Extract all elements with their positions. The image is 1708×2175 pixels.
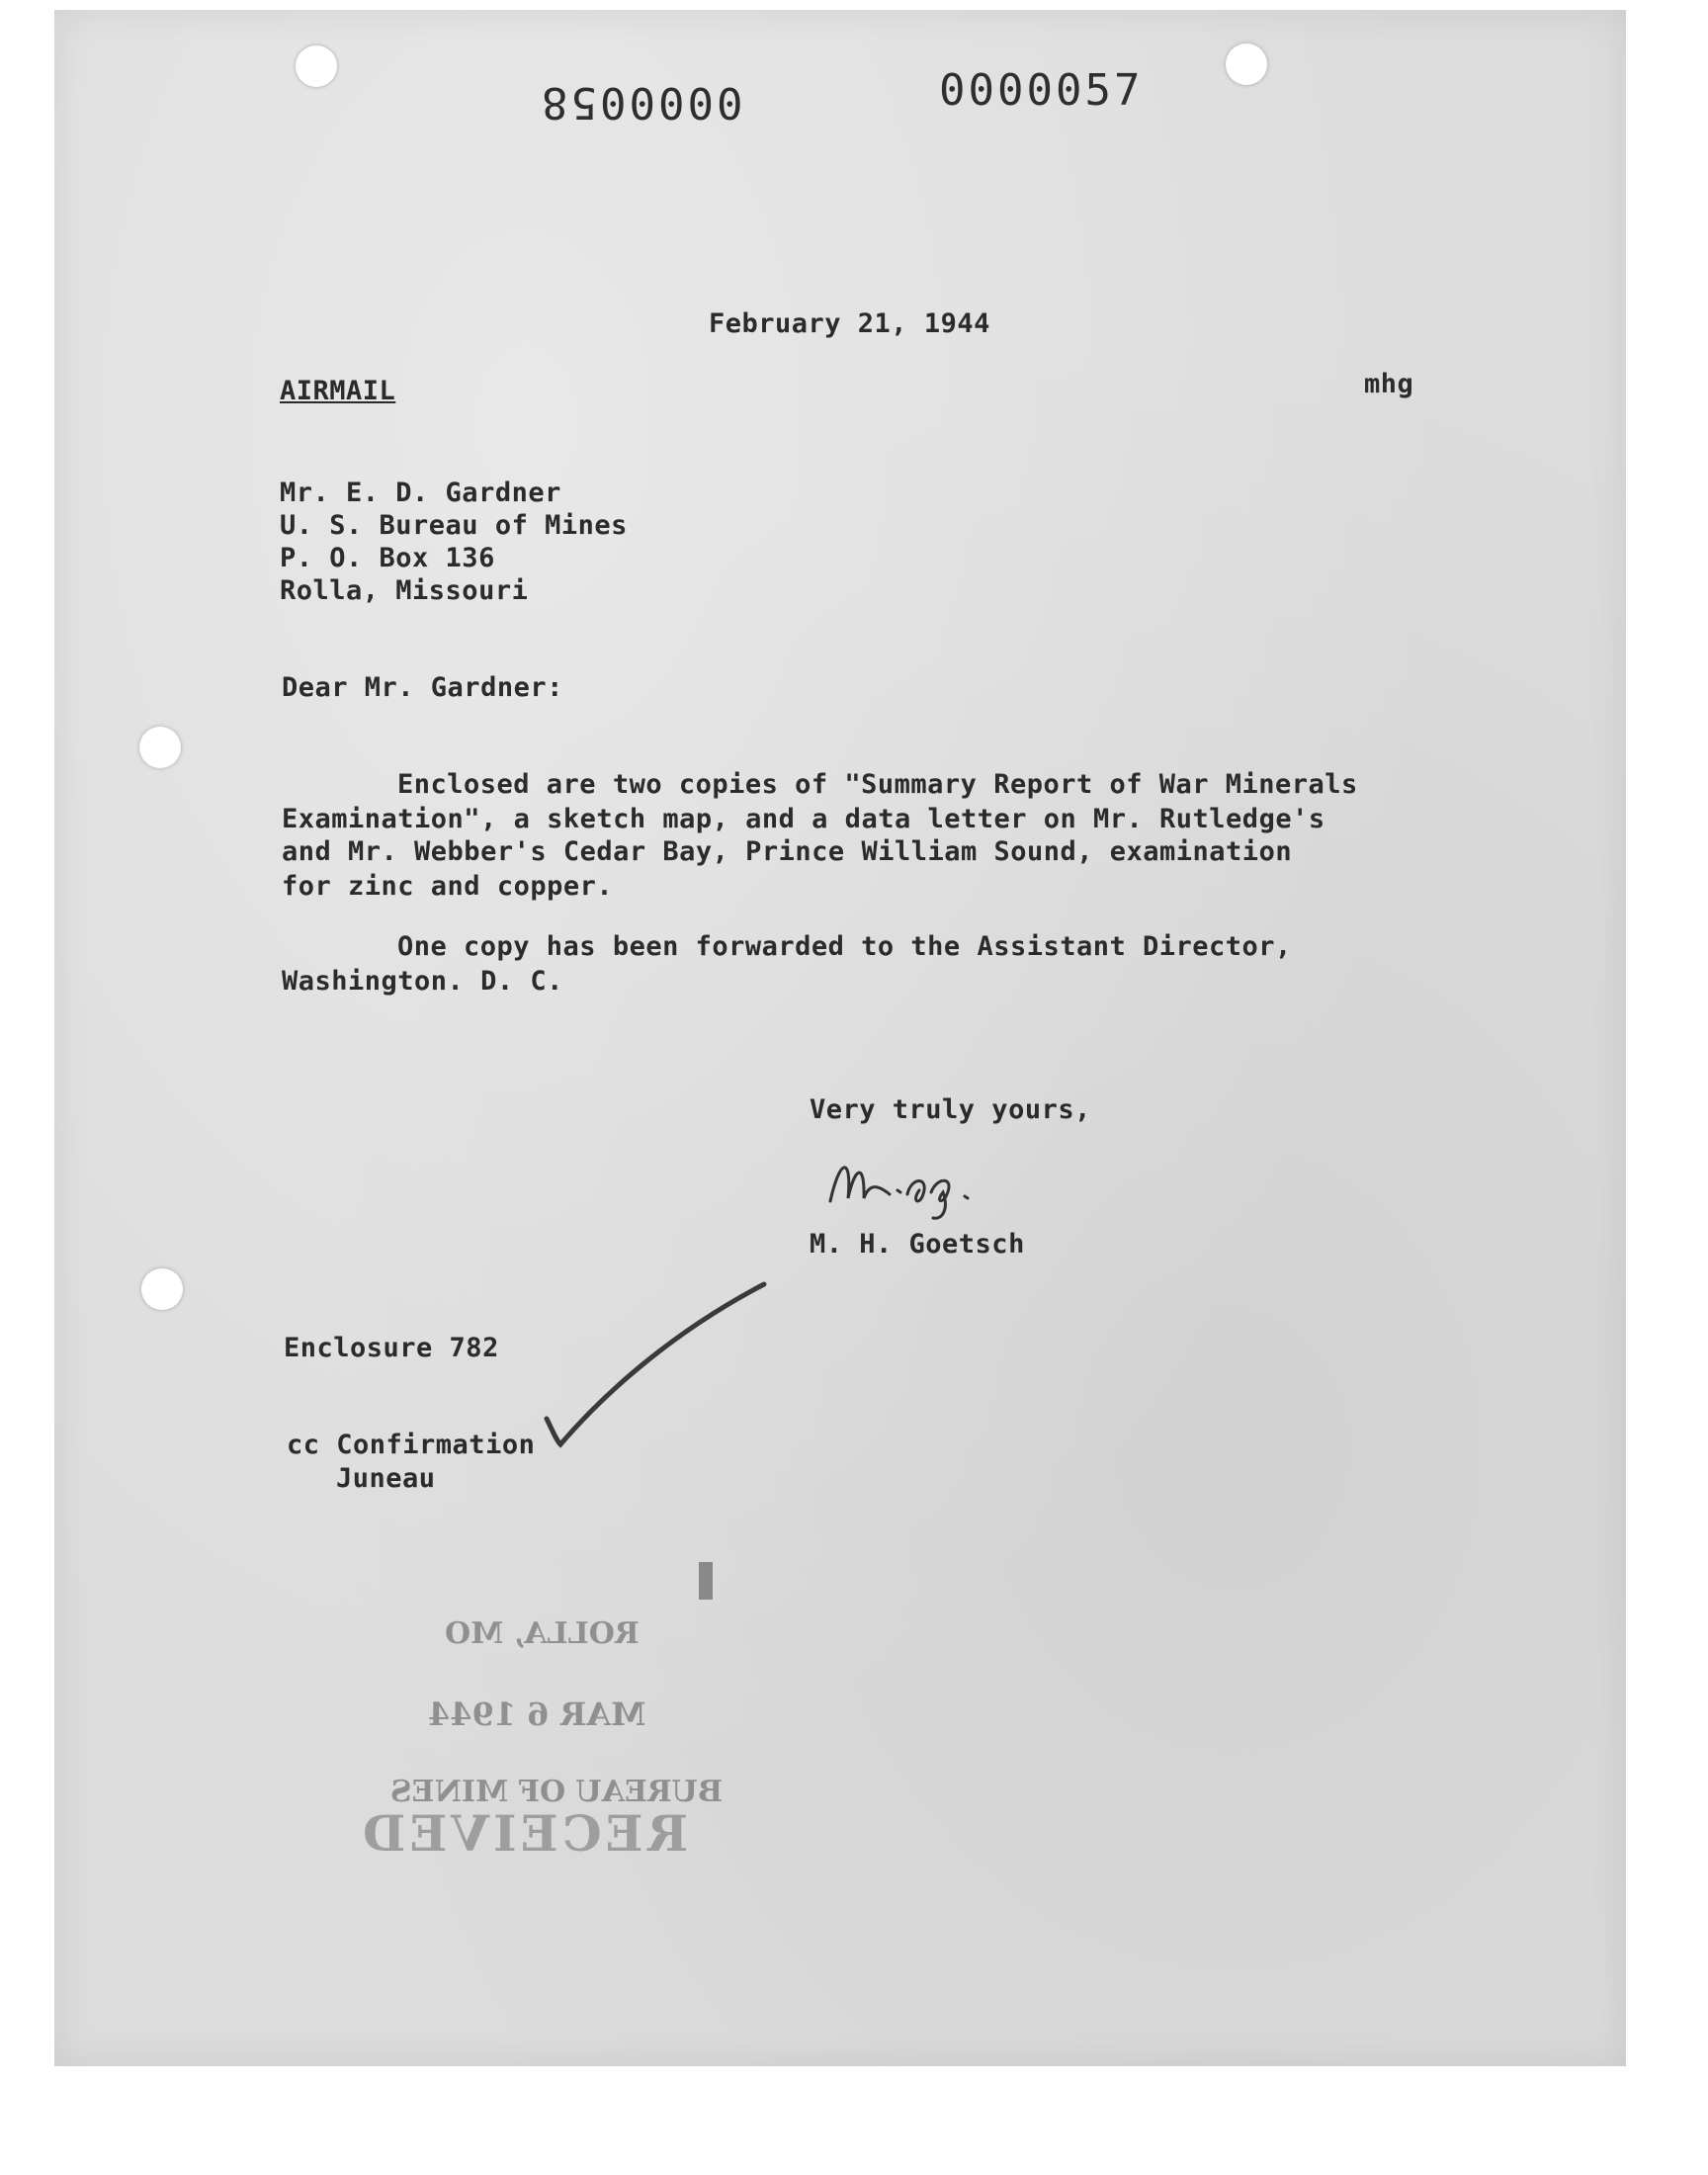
recipient-line: Mr. E. D. Gardner [280,478,561,508]
punch-hole [1226,44,1267,85]
cc-line: Juneau [336,1463,436,1494]
delivery-method: AIRMAIL [280,376,396,406]
enclosure-note: Enclosure 782 [284,1333,499,1363]
stamp-agency: BUREAU OF MINES [390,1775,724,1809]
file-number-inverted: 0000058 [539,77,743,128]
stamp-location: ROLLA, MO [445,1616,640,1651]
body-line: One copy has been forwarded to the Assistant Director, [397,931,1292,962]
body-line: Washington. D. C. [282,966,563,997]
body-line: Enclosed are two copies of "Summary Report of War Minerals [397,769,1358,800]
punch-hole [139,727,181,768]
body-line: Examination", a sketch map, and a data letter on Mr. Rutledge's [282,804,1325,834]
body-line: for zinc and copper. [282,871,614,902]
stamp-word: RECEIVED [359,1804,689,1863]
recipient-line: U. S. Bureau of Mines [280,510,628,541]
signer-name: M. H. Goetsch [810,1229,1025,1260]
stamp-date: MAR 6 1944 [428,1696,646,1733]
typist-initials: mhg [1364,369,1414,399]
file-number: 0000057 [939,65,1144,116]
smudge-mark [699,1562,713,1600]
punch-hole [141,1268,183,1310]
check-mark [539,1270,776,1458]
cc-line: cc Confirmation [287,1430,536,1460]
handwritten-signature [820,1147,988,1226]
punch-hole [296,45,337,87]
closing: Very truly yours, [810,1094,1091,1125]
letter-date: February 21, 1944 [709,308,990,339]
recipient-line: Rolla, Missouri [280,575,529,606]
document-page [54,10,1626,2066]
salutation: Dear Mr. Gardner: [282,672,563,703]
recipient-line: P. O. Box 136 [280,543,495,573]
body-line: and Mr. Webber's Cedar Bay, Prince William Sound, examination [282,836,1293,867]
